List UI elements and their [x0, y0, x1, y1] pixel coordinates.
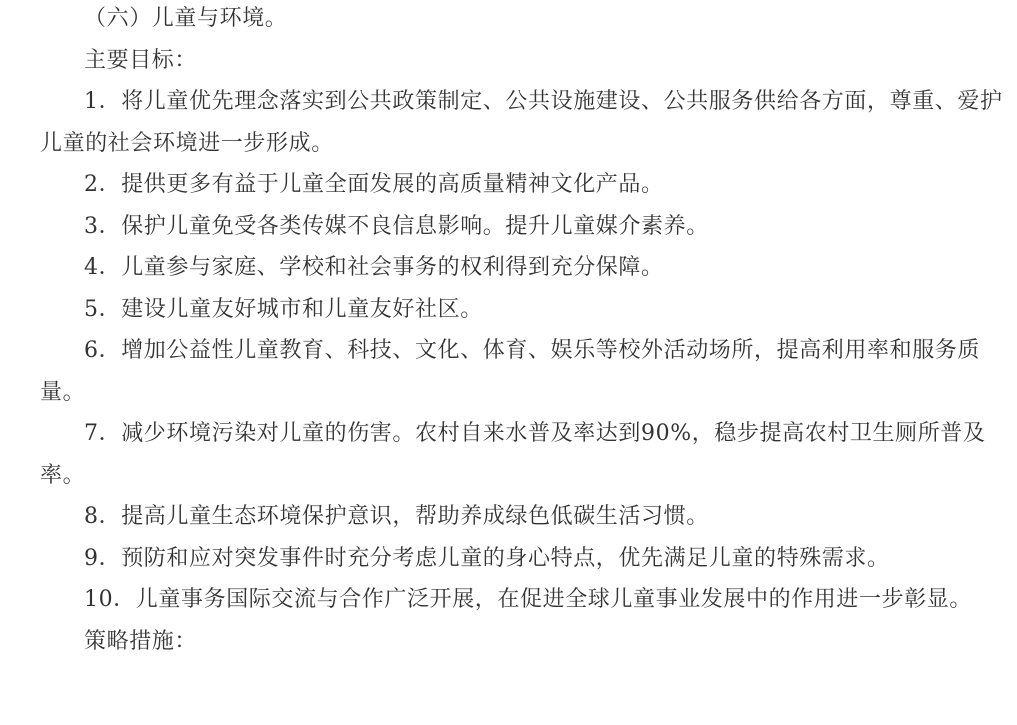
goal-item: 2．提供更多有益于儿童全面发展的高质量精神文化产品。: [84, 172, 664, 197]
goal-item: 8．提高儿童生态环境保护意识，帮助养成绿色低碳生活习惯。: [84, 504, 709, 529]
measures-label: 策略措施：: [84, 628, 198, 654]
section-heading: （六）儿童与环境。: [84, 6, 288, 31]
goal-item: 3．保护儿童免受各类传媒不良信息影响。提升儿童媒介素养。: [84, 213, 709, 239]
goal-item: 4．儿童参与家庭、学校和社会事务的权利得到充分保障。: [84, 255, 664, 280]
goal-item: 6．增加公益性儿童教育、科技、文化、体育、娱乐等校外活动场所，提高利用率和服务质量。: [40, 338, 980, 405]
goal-item: 7．减少环境污染对儿童的伤害。农村自来水普及率达到90%，稳步提高农村卫生厕所普及率。: [40, 421, 986, 488]
goal-item: 9．预防和应对突发事件时充分考虑儿童的身心特点，优先满足儿童的特殊需求。: [84, 545, 890, 571]
goal-item: 1．将儿童优先理念落实到公共政策制定、公共设施建设、公共服务供给各方面，尊重、爱护儿童的社会环境进一步形成。: [40, 89, 1003, 156]
goals-label: 主要目标：: [84, 47, 198, 73]
goal-item: 10．儿童事务国际交流与合作广泛开展，在促进全球儿童事业发展中的作用进一步彰显。: [84, 587, 972, 612]
goal-item: 5．建设儿童友好城市和儿童友好社区。: [84, 296, 483, 322]
document-page: [40, 0, 1005, 725]
